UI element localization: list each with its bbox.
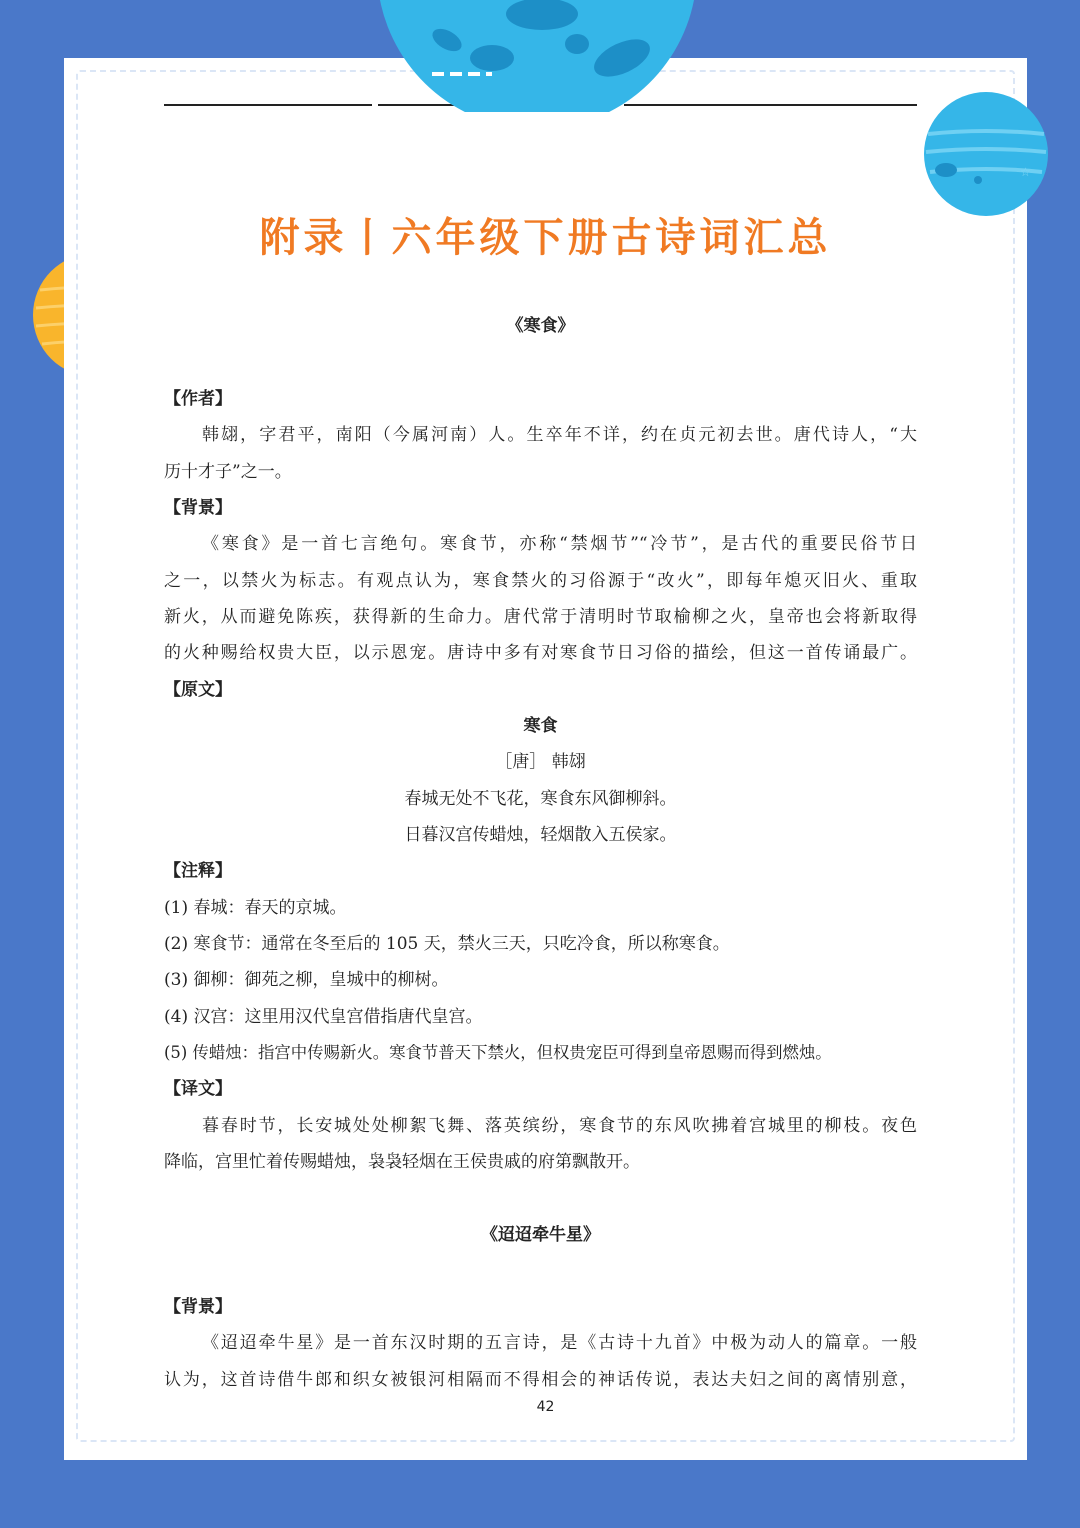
translation-text: 降临，宫里忙着传赐蜡烛，袅袅轻烟在王侯贵戚的府第飘散开。: [164, 1152, 640, 1172]
background-text: 之一，以禁火为标志。有观点认为，寒食禁火的习俗源于“改火”，即每年熄灭旧火、重取: [164, 571, 917, 591]
notes-label: 【注释】: [164, 861, 232, 881]
svg-text:☆: ☆: [1020, 165, 1031, 179]
author-text: 韩翃，字君平，南阳（今属河南）人。生卒年不详，约在贞元初去世。唐代诗人，“大: [202, 425, 917, 445]
poem-line: 春城无处不飞花，寒食东风御柳斜。: [404, 789, 677, 809]
poem-heading: 《寒食》: [506, 316, 575, 336]
original-label: 【原文】: [164, 680, 232, 700]
background-text: 《迢迢牵牛星》是一首东汉时期的五言诗，是《古诗十九首》中极为动人的篇章。一般: [202, 1333, 917, 1353]
small-blue-planet-decoration: [922, 90, 1050, 218]
background-label: 【背景】: [164, 1297, 232, 1317]
note-item: (5) 传蜡烛：指宫中传赐新火。寒食节普天下禁火，但权贵宠臣可得到皇帝恩赐而得到燃烛。: [164, 1043, 832, 1062]
poem-title: 寒食: [523, 716, 558, 736]
document-page: [64, 58, 1027, 1460]
background-text: 《寒食》是一首七言绝句。寒食节，亦称“禁烟节”“冷节”，是古代的重要民俗节日: [202, 534, 917, 554]
poem-heading: 《迢迢牵牛星》: [481, 1225, 600, 1245]
blue-planet-decoration: [372, 0, 702, 112]
translation-text: 暮春时节，长安城处处柳絮飞舞、落英缤纷，寒食节的东风吹拂着宫城里的柳枝。夜色: [202, 1116, 917, 1136]
note-item: (3) 御柳：御苑之柳，皇城中的柳树。: [164, 970, 449, 990]
translation-label: 【译文】: [164, 1079, 232, 1099]
header-rule-left: [164, 104, 372, 106]
note-item: (1) 春城：春天的京城。: [164, 898, 347, 918]
page-number: 42: [536, 1399, 555, 1415]
background-text: 认为，这首诗借牛郎和织女被银河相隔而不得相会的神话传说，表达夫妇之间的离情别意，: [164, 1370, 917, 1390]
note-item: (4) 汉宫：这里用汉代皇宫借指唐代皇宫。: [164, 1007, 483, 1027]
page-title: 附录丨六年级下册古诗词汇总: [259, 215, 832, 261]
note-item: (2) 寒食节：通常在冬至后的 105 天，禁火三天，只吃冷食，所以称寒食。: [164, 934, 730, 954]
author-text: 历十才子”之一。: [164, 462, 292, 482]
poem-author: ［唐］ 韩翃: [495, 752, 586, 772]
background-text: 的火种赐给权贵大臣，以示恩宠。唐诗中多有对寒食节日习俗的描绘，但这一首传诵最广。: [164, 643, 917, 663]
background-text: 新火，从而避免陈疾，获得新的生命力。唐代常于清明时节取榆柳之火，皇帝也会将新取得: [164, 607, 917, 627]
author-label: 【作者】: [164, 389, 232, 409]
poem-line: 日暮汉宫传蜡烛，轻烟散入五侯家。: [404, 825, 677, 845]
background-label: 【背景】: [164, 498, 232, 518]
